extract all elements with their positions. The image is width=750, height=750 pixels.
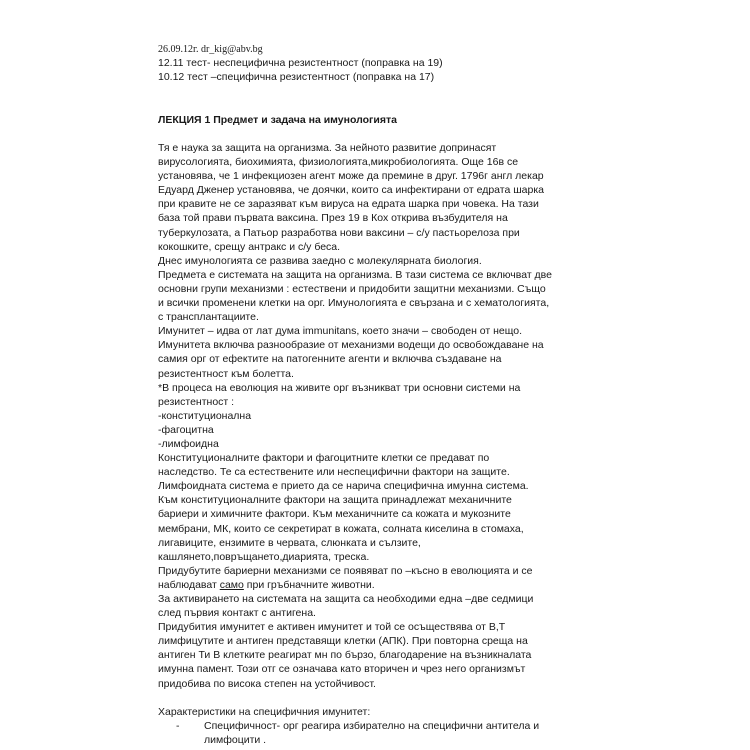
body-line: *В процеса на еволюция на живите орг възникват три основни системи на [158, 381, 521, 394]
body-line: Имунитет – идва от лат дума immunitans, което значи – свободен от нещо. [158, 325, 523, 338]
body-line: резистентност : [158, 395, 235, 408]
header-date-email: 26.09.12г. dr_kig@abv.bg [158, 44, 263, 55]
body-line: -лимфоидна [158, 437, 219, 450]
lecture-title: ЛЕКЦИЯ 1 Предмет и задача на имунологията [158, 114, 397, 126]
header-test-1: 12.11 тест- неспецифична резистентност (поправка на 19) [158, 57, 443, 69]
body-line: лимфицутите и антиген представящи клетки (АПК). При повторна среща на [158, 635, 528, 648]
body-line: резистентност към болетта. [158, 367, 294, 380]
body-line: Имунитета включва разнообразие от механизми водещи до освобождаване на [158, 339, 544, 352]
body-line: след първия контакт с антигена. [158, 607, 316, 620]
text-run: при гръбначните животни. [243, 578, 375, 591]
body-line: лигавиците, ензимите в червата, слюнката и сълзите, [158, 536, 421, 549]
body-line: установява, че 1 инфекциозен агент може да премине в друг. 1796г англ лекар [158, 170, 544, 183]
underlined-word: само [219, 578, 244, 591]
body-line: с трансплантациите. [158, 311, 259, 324]
body-line [158, 578, 598, 592]
body-line: и всички променени клетки на орг. Имунологията е свързана и с хематологията, [158, 297, 550, 310]
body-line: наследство. Те са естествените или неспецифични фактори на защите. [158, 466, 510, 479]
body-line: при кравите не се заразяват към вируса на едрата шарка при човека. На тази [158, 198, 539, 211]
body-line: основни групи механизми : естествени и придобити защитни механизми. Също [158, 282, 546, 295]
paragraph-spacer [158, 691, 598, 705]
body-line: Придубития имунитет е активен имунитет и той се осъществява от В,Т [158, 621, 506, 634]
body-line: Лимфоидната система е прието да се нарича специфична имунна система. [158, 480, 529, 493]
body-line: туберкулозата, а Патьор разработва нови ваксини – с/у пастьорелоза при [158, 226, 520, 239]
body-line: мембрани, МК, които се секретират в кожата, солната киселина в стомаха, [158, 522, 524, 535]
body-line: база той прави първата ваксина. През 19 в Кох открива възбудителя на [158, 212, 508, 225]
body-line: кашлянето,повръщането,диарията, треска. [158, 550, 370, 563]
list-item-line: Специфичност- орг реагира избирателно на специфични антитела и [204, 719, 540, 732]
body-line: Конституционалните фактори и фагоцитните клетки се предават по [158, 452, 490, 465]
body-line: имунна памент. Този отг се означава като вторичен и чрез него организмът [158, 663, 526, 676]
body-line: Тя е наука за защита на организма. За нейното развитие допринасят [158, 142, 497, 154]
list-bullet: - [176, 719, 180, 732]
body-line: кокошките, срещу антракс и с/у беса. [158, 240, 341, 253]
body-line: вирусологията, биохимията, физиологията,микробиологията. Още 16в се [158, 156, 519, 169]
characteristics-heading: Характеристики на специфичния имунитет: [158, 705, 371, 718]
body-line: -конституционална [158, 409, 252, 422]
body-line: Предмета е системата на защита на организма. В тази система се включват две [158, 268, 552, 281]
body-line: самия орг от ефектите на патогенните агенти и включва създаване на [158, 353, 502, 366]
list-item [158, 719, 598, 747]
body-line: придобива по висока степен на устойчивост. [158, 677, 376, 690]
header-test-2: 10.12 тест –специфична резистентност (поправка на 17) [158, 71, 435, 83]
body-line: бариери и химичните фактори. Към механичните са кожата и мукозните [158, 508, 511, 521]
body-line: Придубутите бариерни механизми се появяват по –късно в еволюцията и се [158, 564, 533, 577]
document-page [158, 43, 598, 747]
text-run: наблюдават [158, 578, 220, 591]
body-line: Към конституционалните фактори на защита принадлежат механичните [158, 494, 512, 507]
body-line: За активирането на системата на защита са необходими една –две седмици [158, 593, 534, 605]
lecture-body [158, 141, 598, 747]
body-line: -фагоцитна [158, 423, 214, 436]
list-item-text [204, 719, 598, 747]
body-line: антиген Ти В клетките реагират мн по бързо, благодарение на възникналата [158, 649, 532, 662]
list-item-line: лимфоцити . [204, 733, 267, 746]
body-line: Днес имунологията се развива заедно с молекулярната биология. [158, 254, 482, 267]
body-line: Едуард Дженер установява, че доячки, които са инфектирани от едрата шарка [158, 184, 544, 197]
